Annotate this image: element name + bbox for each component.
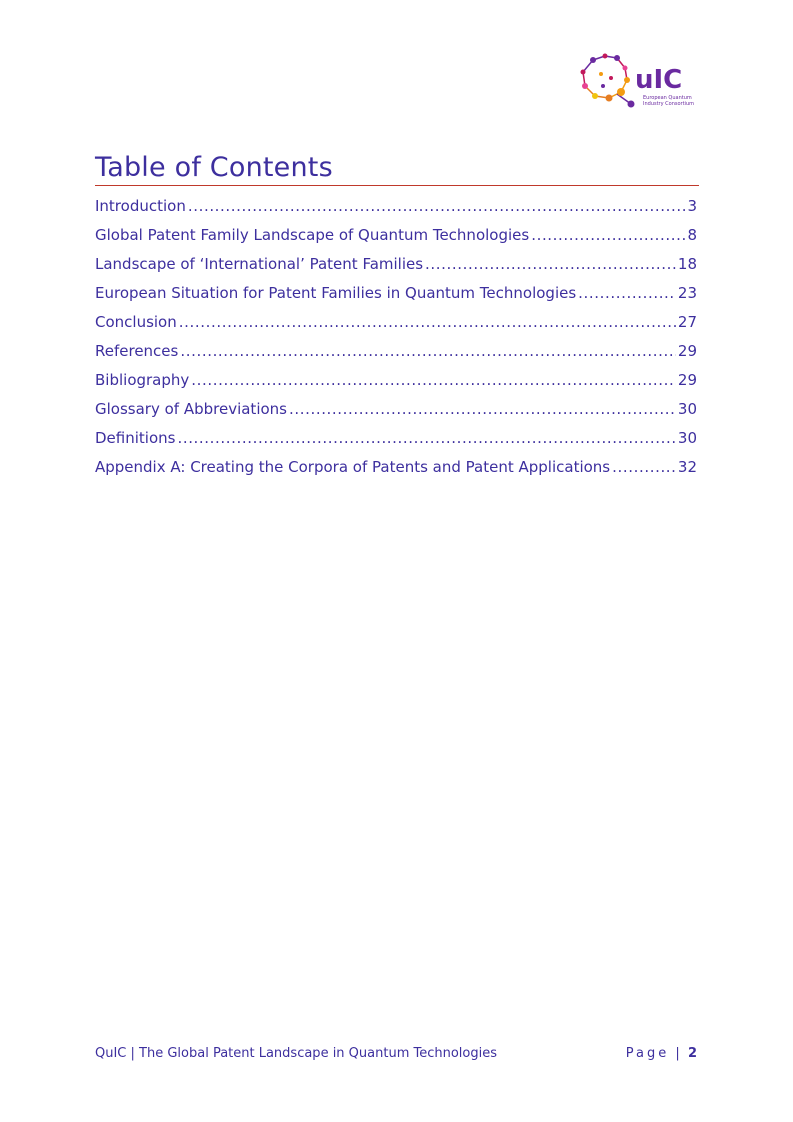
quic-logo	[575, 48, 695, 112]
toc-entry-page: 18	[677, 255, 697, 273]
toc-entry-page: 27	[677, 313, 697, 331]
toc-entry-label: Appendix A: Creating the Corpora of Patents and Patent Applications	[95, 458, 611, 476]
toc-entry-european-situation[interactable]	[95, 279, 697, 308]
toc-entry-label: Landscape of ‘International’ Patent Families	[95, 255, 424, 273]
toc-dot-leader	[578, 279, 676, 308]
toc-dot-leader	[531, 221, 685, 250]
toc-entry-page: 29	[677, 371, 697, 389]
toc-entry-glossary[interactable]	[95, 395, 697, 424]
toc-entry-introduction[interactable]	[95, 192, 697, 221]
toc-entry-label: Global Patent Family Landscape of Quantum Technologies	[95, 226, 530, 244]
toc-entry-label: Glossary of Abbreviations	[95, 400, 287, 418]
footer-page-label: Page	[625, 1046, 670, 1061]
toc-list	[95, 192, 697, 482]
toc-dot-leader	[177, 424, 675, 453]
title-divider	[95, 185, 699, 186]
toc-entry-global-landscape[interactable]	[95, 221, 697, 250]
toc-entry-bibliography[interactable]	[95, 366, 697, 395]
toc-entry-label: European Situation for Patent Families in Quantum Technologies	[95, 284, 577, 302]
toc-entry-label: References	[95, 342, 179, 360]
footer-separator: |	[675, 1046, 680, 1061]
toc-dot-leader	[188, 192, 686, 221]
toc-entry-appendix-a[interactable]	[95, 453, 697, 482]
toc-dot-leader	[612, 453, 676, 482]
logo-molecule-icon	[575, 48, 695, 112]
toc-entry-conclusion[interactable]	[95, 308, 697, 337]
toc-dot-leader	[289, 395, 676, 424]
toc-entry-page: 30	[677, 429, 697, 447]
toc-entry-label: Bibliography	[95, 371, 190, 389]
footer-page-indicator	[626, 1046, 697, 1061]
toc-entry-label: Conclusion	[95, 313, 177, 331]
toc-entry-page: 3	[687, 197, 697, 215]
toc-entry-definitions[interactable]	[95, 424, 697, 453]
svg-text:European Quantum: European Quantum	[643, 95, 692, 101]
svg-text:Industry Consortium: Industry Consortium	[643, 101, 694, 107]
toc-dot-leader	[425, 250, 676, 279]
toc-entry-page: 8	[687, 226, 697, 244]
toc-title: Table of Contents	[95, 152, 333, 183]
toc-dot-leader	[191, 366, 676, 395]
toc-dot-leader	[180, 337, 676, 366]
toc-entry-international-families[interactable]	[95, 250, 697, 279]
toc-entry-page: 23	[677, 284, 697, 302]
toc-dot-leader	[179, 308, 676, 337]
footer-page-number: 2	[687, 1046, 697, 1061]
toc-entry-label: Definitions	[95, 429, 176, 447]
toc-entry-label: Introduction	[95, 197, 186, 215]
toc-entry-page: 32	[677, 458, 697, 476]
footer-document-title: QuIC | The Global Patent Landscape in Quantum Technologies	[95, 1046, 497, 1061]
svg-text:uIC: uIC	[635, 65, 683, 95]
toc-entry-page: 30	[677, 400, 697, 418]
toc-entry-page: 29	[677, 342, 697, 360]
toc-entry-references[interactable]	[95, 337, 697, 366]
